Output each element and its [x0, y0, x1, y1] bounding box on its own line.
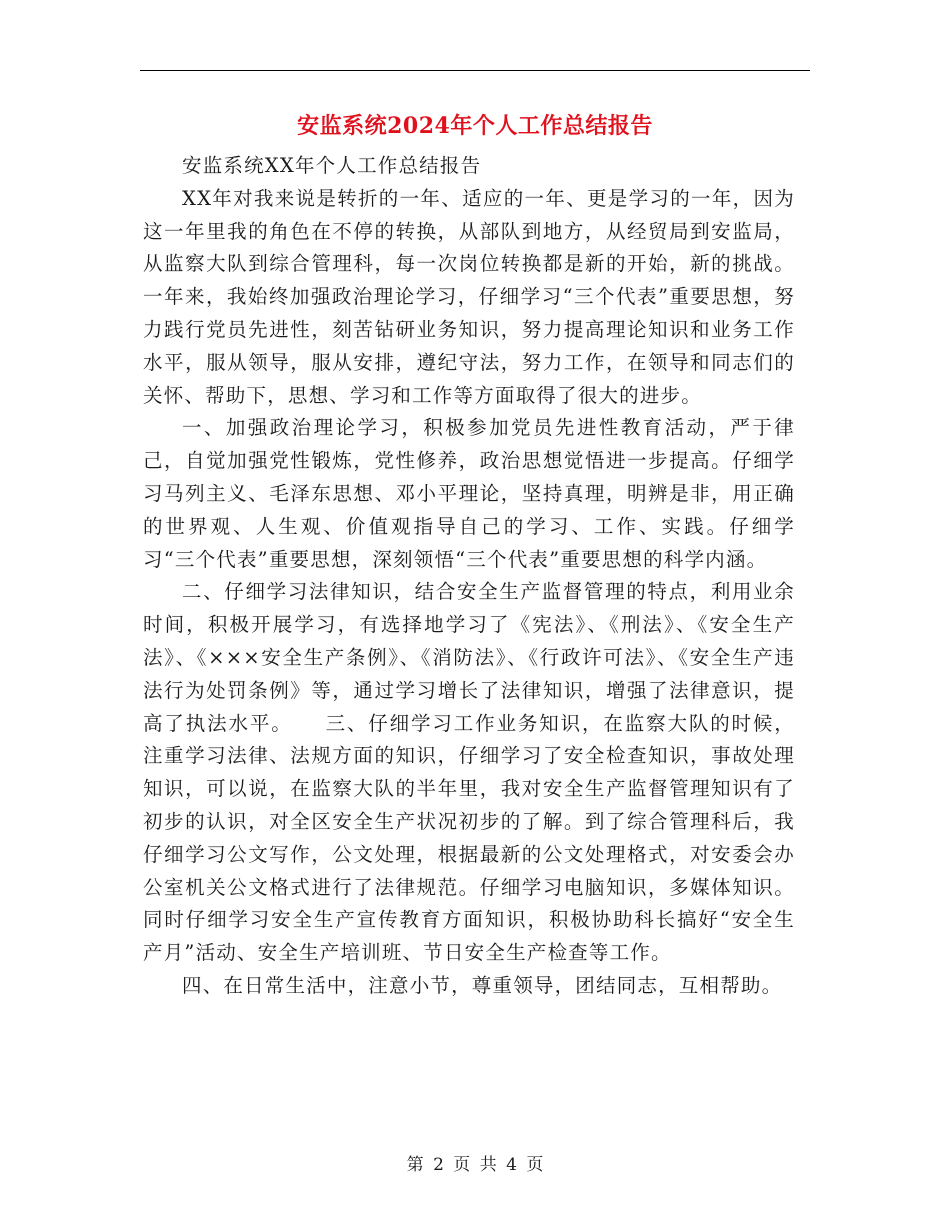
document-title: 安监系统2024年个人工作总结报告	[297, 113, 653, 139]
paragraph-intro: XX年对我来说是转折的一年、适应的一年、更是学习的一年，因为这一年里我的角色在不停的转换，从部队到地方，从经贸局到安监局，从监察大队到综合管理科，每一次岗位转换都是新的开始，新的挑战。一年来，我始终加强政治理论学习，仔细学习“三个代表”重要思想，努力践行党员先进性，刻苦钻研业务知识，努力提高理论知识和业务工作水平，服从领导，服从安排，遵纪守法，努力工作，在领导和同志们的关怀、帮助下，思想、学习和工作等方面取得了很大的进步。	[143, 186, 795, 407]
document-body	[143, 150, 795, 1003]
paragraph-subtitle: 安监系统XX年个人工作总结报告	[182, 154, 482, 177]
paragraph-section-one: 一、加强政治理论学习，积极参加党员先进性教育活动，严于律己，自觉加强党性锻炼，党性修养，政治思想觉悟进一步提高。仔细学习马列主义、毛泽东思想、邓小平理论，坚持真理，明辨是非，用正确的世界观、人生观、价值观指导自己的学习、工作、实践。仔细学习“三个代表”重要思想，深刻领悟“三个代表”重要思想的科学内涵。	[143, 416, 795, 571]
paragraph-section-two-three: 二、仔细学习法律知识，结合安全生产监督管理的特点，利用业余时间，积极开展学习，有选择地学习了《宪法》、《刑法》、《安全生产法》、《×××安全生产条例》、《消防法》、《行政许可法》、《安全生产违法行为处罚条例》等，通过学习增长了法律知识，增强了法律意识，提高了执法水平。 三、仔细学习工作业务知识，在监察大队的时候，注重学习法律、法规方面的知识，仔细学习了安全检查知识，事故处理知识，可以说，在监察大队的半年里，我对安全生产监督管理知识有了初步的认识，对全区安全生产状况初步的了解。到了综合管理科后，我仔细学习公文写作，公文处理，根据最新的公文处理格式，对安委会办公室机关公文格式进行了法律规范。仔细学习电脑知识，多媒体知识。同时仔细学习安全生产宣传教育方面知识，积极协助科长搞好“安全生产月”活动、安全生产培训班、节日安全生产检查等工作。	[143, 580, 795, 965]
header-rule	[140, 70, 810, 71]
paragraph-section-four: 四、在日常生活中，注意小节，尊重领导，团结同志，互相帮助。	[182, 973, 783, 997]
page-number-footer: 第 2 页 共 4 页	[406, 1155, 544, 1175]
